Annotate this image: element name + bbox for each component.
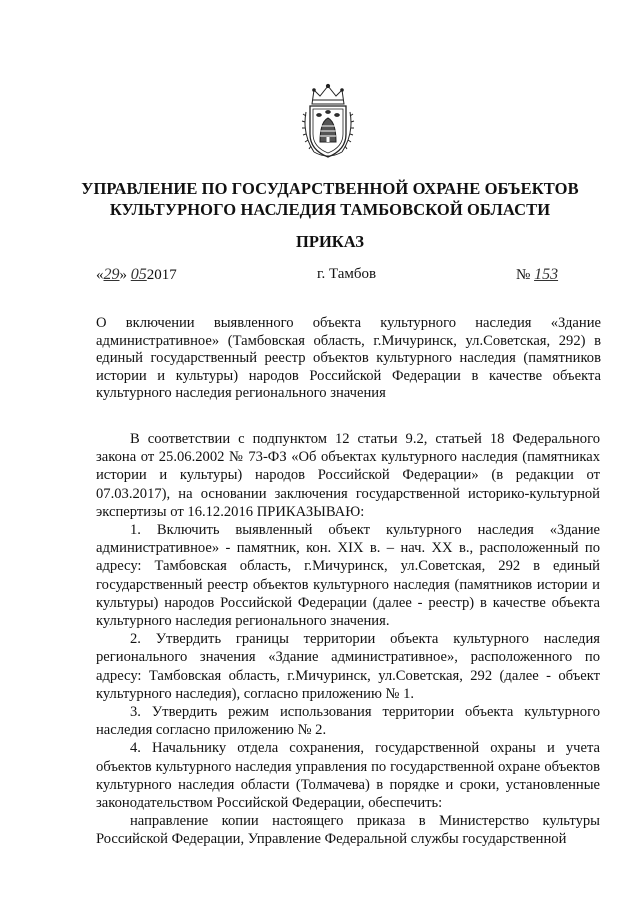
coat-of-arms-emblem: [300, 82, 356, 160]
order-number: [516, 266, 558, 284]
order-date: [96, 266, 177, 284]
clause-3-paragraph: 3. Утвердить режим использования территории объекта культурного наследия согласно приложению № 2.: [96, 704, 600, 739]
clause-2-paragraph: 2. Утвердить границы территории объекта культурного наследия регионального значения «Здание административное», расположенного по адресу: Тамбовская область, г.Мичуринск, ул.Советская, 292 (далее - объект культурного наследия), согласно приложению № 1.: [96, 631, 600, 702]
organization-title: УПРАВЛЕНИЕ ПО ГОСУДАРСТВЕННОЙ ОХРАНЕ ОБЪЕКТОВ КУЛЬТУРНОГО НАСЛЕДИЯ ТАМБОВСКОЙ ОБЛАСТИ: [81, 179, 579, 219]
date-close-quote: »: [119, 267, 127, 283]
date-year: 2017: [146, 267, 177, 283]
order-body: [96, 430, 600, 849]
clause-4-subitem-paragraph: направление копии настоящего приказа в Министерство культуры Российской Федерации, Управление Федеральной службы государственной: [96, 813, 600, 848]
date-open-quote: «: [96, 267, 104, 283]
preamble-paragraph: В соответствии с подпунктом 12 статьи 9.2, статьей 18 Федерального закона от 25.06.2002 № 73-ФЗ «Об объектах культурного наследия (памятниках истории и культуры) народов Российской Федерации» (в редакции от 07.03.2017), на основании заключения государственной историко-культурной экспертизы от 16.12.2016 ПРИКАЗЫВАЮ:: [96, 431, 600, 520]
date-day: 29: [103, 266, 120, 283]
order-subject: О включении выявленного объекта культурного наследия «Здание административное» (Тамбовская область, г.Мичуринск, ул.Советская, 292) в единый государственный реестр объектов культурного наследия (памятников истории и культуры) народов Российской Федерации в качестве объекта культурного наследия регионального значения: [96, 315, 601, 402]
clause-1-paragraph: 1. Включить выявленный объект культурного наследия «Здание административное» - памятник, кон. XIX в. – нач. XX в., расположенный по адресу: Тамбовская область, г.Мичуринск, ул.Советская, 292 в единый государственный реестр объектов культурного наследия (памятников истории и культуры) народов Российской Федерации (далее - реестр) в качестве объекта культурного наследия регионального значения.: [96, 522, 600, 630]
date-month: 05: [130, 266, 147, 283]
number-value: 153: [534, 266, 559, 283]
clause-4-paragraph: 4. Начальнику отдела сохранения, государственной охраны и учета объектов культурного наследия управления по государственной охране объектов культурного наследия области (Толмачева) в порядке и сроки, установленные законодательством Российской Федерации, обеспечить:: [96, 740, 600, 812]
order-city: г. Тамбов: [317, 266, 377, 282]
number-label: №: [516, 267, 531, 283]
document-type-title: ПРИКАЗ: [296, 232, 364, 251]
